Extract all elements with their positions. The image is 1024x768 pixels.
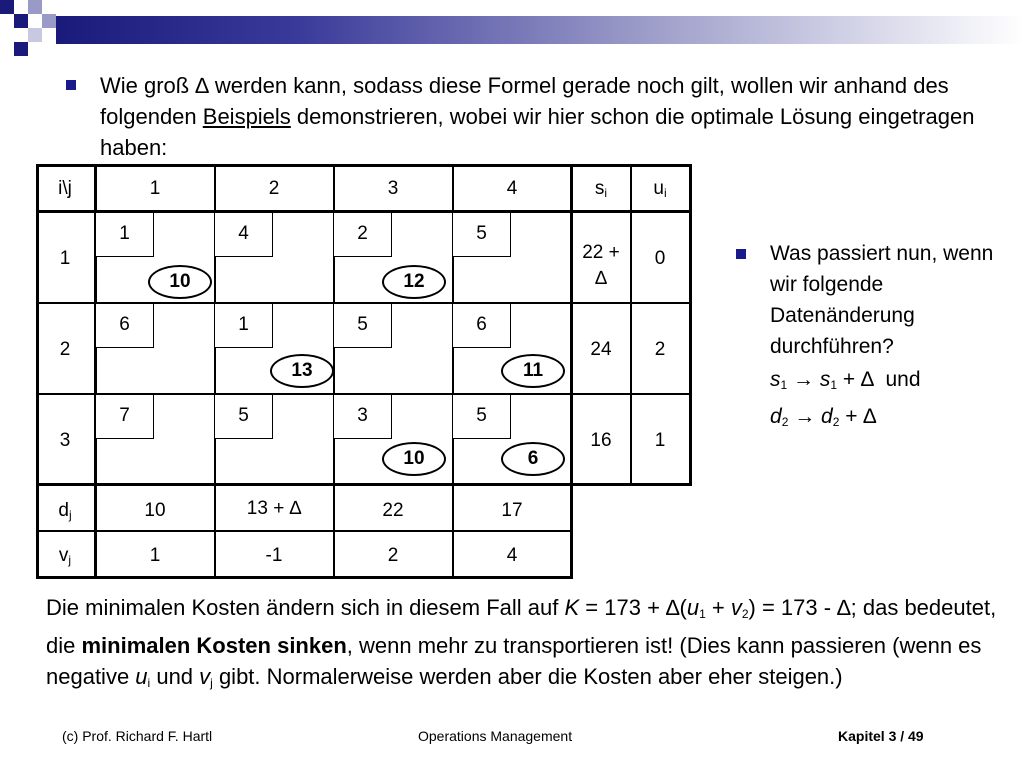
allocation-oval: 11 — [501, 354, 565, 388]
formula-sub: 1 — [830, 378, 838, 392]
header-square — [0, 0, 14, 14]
side-note — [770, 238, 1000, 438]
u-header-text: u — [653, 178, 664, 199]
v-label-sub: j — [68, 553, 72, 567]
bullet-icon — [736, 249, 746, 259]
u-value: 2 — [654, 339, 666, 360]
demand-value: 17 — [501, 500, 523, 521]
supply-value: 16 — [590, 430, 612, 451]
allocation-oval: 12 — [382, 265, 446, 299]
header-square — [28, 28, 42, 42]
note-text: , wenn mehr zu transportieren ist! (Dies kann passieren (wenn es negative — [46, 633, 982, 689]
cost-cell: 3 — [334, 395, 392, 439]
grid-line — [36, 530, 573, 532]
cost-cell: 2 — [334, 213, 392, 257]
v-label-text: v — [58, 545, 69, 566]
cost-cell: 4 — [215, 213, 273, 257]
header-square — [14, 42, 28, 56]
note-text: und — [150, 664, 200, 689]
header-square — [28, 0, 42, 14]
v-label — [36, 545, 94, 567]
bullet-icon — [66, 80, 76, 90]
cost-cell: 6 — [453, 304, 511, 348]
demand-value: 10 — [144, 500, 166, 521]
u-value: 0 — [654, 248, 666, 269]
supply-header-text: s — [594, 178, 605, 199]
formula-arrow: → — [788, 405, 822, 428]
demand-label — [36, 500, 94, 522]
note-text: + — [705, 595, 731, 620]
intro-paragraph — [100, 70, 980, 163]
note-var: u — [135, 664, 148, 689]
u-header — [631, 178, 689, 200]
side-question: Was passiert nun, wenn wir folgende Datenänderung durchführen? — [770, 242, 994, 358]
transport-table — [36, 164, 692, 579]
allocation-oval: 10 — [148, 265, 212, 299]
v-value: 2 — [387, 545, 399, 566]
conclusion-paragraph — [46, 592, 1016, 699]
formula-arrow: → — [787, 368, 820, 391]
demand-value: 13 + ∆ — [246, 498, 302, 519]
note-sub: 1 — [699, 607, 706, 621]
note-var: u — [686, 595, 700, 620]
footer-left: (c) Prof. Richard F. Hartl — [62, 728, 213, 744]
demand-label-sub: j — [68, 508, 72, 522]
formula-sub: 2 — [781, 415, 789, 429]
note-text: gibt. Normalerweise werden aber die Kosten aber eher steigen.) — [212, 664, 843, 689]
header-square — [42, 14, 56, 28]
u-value: 1 — [654, 430, 666, 451]
header-square — [14, 14, 28, 28]
cost-cell: 7 — [96, 395, 154, 439]
intro-link[interactable]: Beispiels — [202, 104, 291, 129]
formula-tail: + ∆ — [839, 405, 877, 428]
allocation-oval: 6 — [501, 442, 565, 476]
formula-var: s — [770, 368, 781, 391]
v-value: -1 — [265, 545, 283, 566]
footer-right: Kapitel 3 / 49 — [838, 728, 924, 744]
note-text: Die minimalen Kosten ändern sich in diesem Fall auf — [46, 595, 565, 620]
formula-sub: 2 — [832, 415, 840, 429]
col-header: 3 — [387, 178, 399, 199]
cost-cell: 6 — [96, 304, 154, 348]
footer-center: Operations Management — [418, 728, 573, 744]
cost-cell: 5 — [334, 304, 392, 348]
formula-und: und — [885, 368, 921, 391]
row-label: 3 — [59, 430, 71, 451]
corner-label: i\j — [58, 178, 72, 199]
cost-cell: 5 — [453, 395, 511, 439]
v-value: 1 — [149, 545, 161, 566]
note-var: v — [199, 664, 211, 689]
formula-line-2 — [770, 401, 1000, 438]
formula-tail: + ∆ — [837, 368, 874, 391]
note-sub: i — [147, 676, 151, 690]
note-text: = 173 + ∆( — [579, 595, 687, 620]
u-header-sub: i — [663, 186, 667, 200]
note-text: ) = 173 - ∆; das bedeutet, die — [46, 595, 997, 658]
v-value: 4 — [506, 545, 518, 566]
row-label: 1 — [59, 248, 71, 269]
note-sub: j — [210, 676, 213, 690]
formula-var: d — [821, 405, 833, 428]
supply-value: 24 — [590, 339, 612, 360]
allocation-oval: 10 — [382, 442, 446, 476]
row-label: 2 — [59, 339, 71, 360]
cost-cell: 1 — [215, 304, 273, 348]
cost-cell: 5 — [215, 395, 273, 439]
col-header: 2 — [268, 178, 280, 199]
note-var: v — [730, 595, 742, 620]
formula-sub: 1 — [780, 378, 788, 392]
cost-cell: 1 — [96, 213, 154, 257]
col-header: 4 — [506, 178, 518, 199]
formula-var: d — [770, 405, 782, 428]
demand-label-text: d — [58, 500, 69, 521]
note-sub: 2 — [741, 607, 749, 621]
header-decoration — [0, 0, 1024, 60]
supply-header-sub: i — [604, 186, 608, 200]
note-bold: minimalen Kosten sinken — [81, 633, 347, 658]
cost-cell: 5 — [453, 213, 511, 257]
demand-value: 22 — [382, 500, 404, 521]
formula-var: s — [819, 368, 831, 391]
allocation-oval: 13 — [270, 354, 334, 388]
col-header: 1 — [149, 178, 161, 199]
header-gradient-bar — [56, 16, 1024, 44]
supply-header — [572, 178, 630, 200]
intro-text: demonstrieren, wobei wir hier schon die optimale Lösung eingetragen haben: — [100, 104, 975, 160]
note-var: K — [564, 595, 580, 620]
intro-text: Wie groß ∆ werden kann, sodass diese Formel gerade noch gilt, wollen wir anhand des folgenden — [100, 73, 949, 129]
formula-line-1 — [770, 364, 1000, 401]
supply-value: 22 + ∆ — [582, 242, 620, 289]
